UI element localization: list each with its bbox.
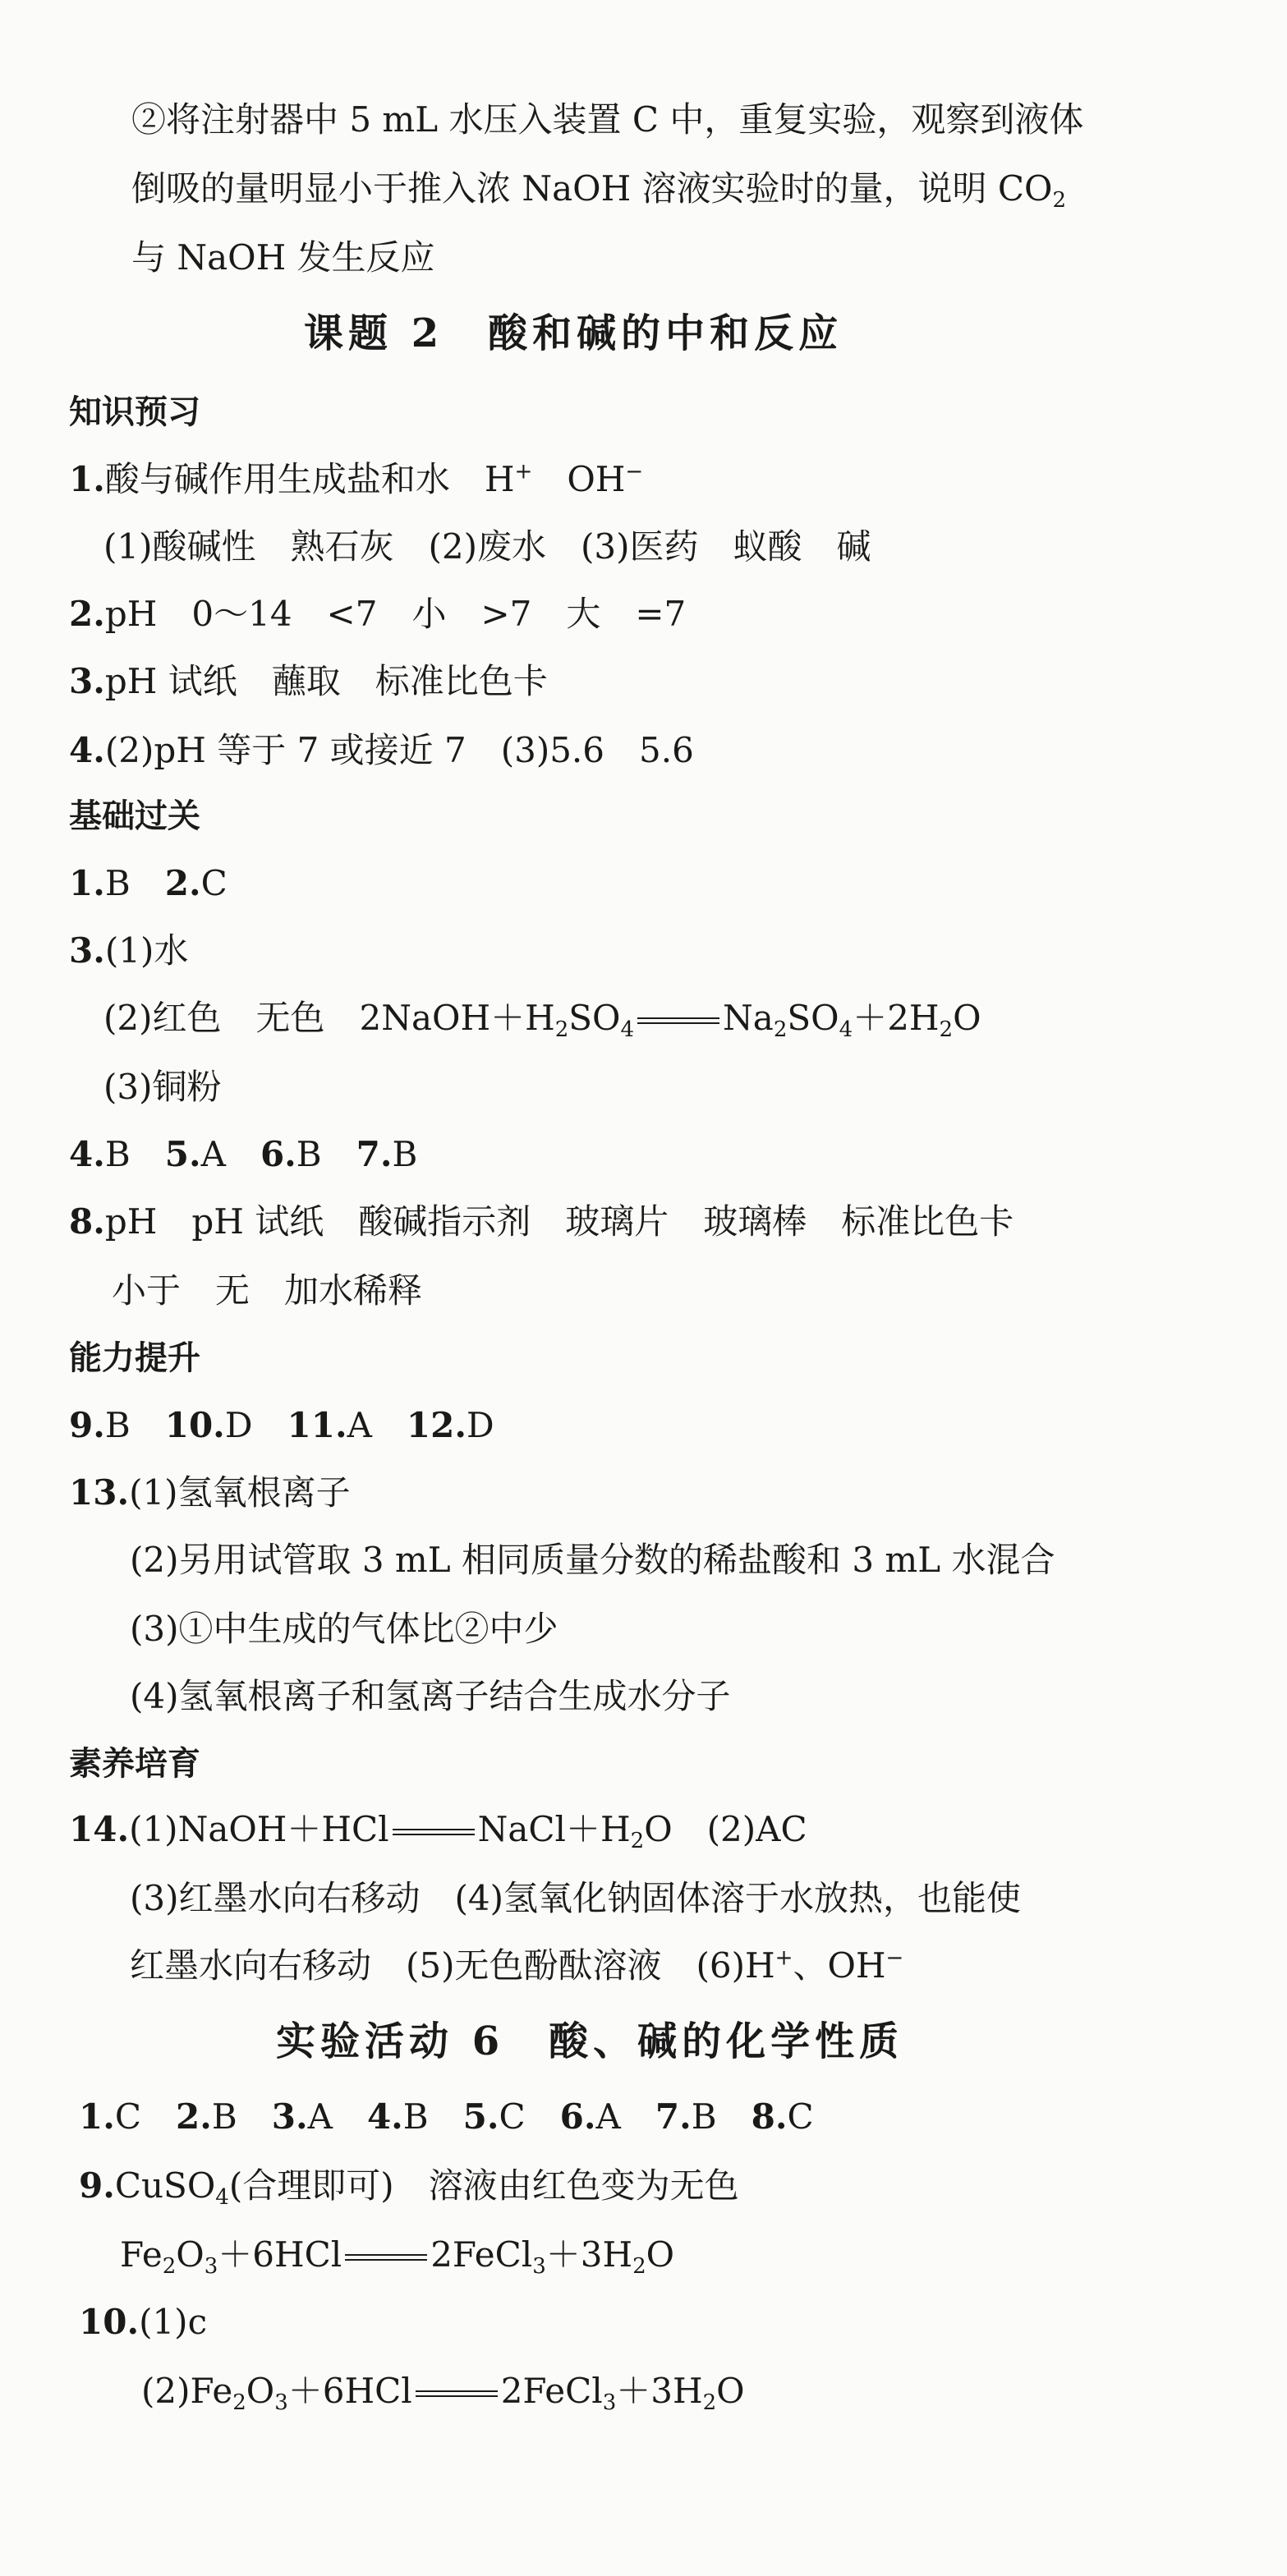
intro-line-2 <box>131 166 1066 212</box>
equation-text: (2)Fe <box>141 2371 233 2411</box>
answer: A <box>347 1405 372 1445</box>
answer: C <box>499 2096 526 2137</box>
superscript: − <box>885 1945 904 1971</box>
ability-item-13-part3: (3)①中生成的气体比②中少 <box>130 1609 558 1649</box>
equals-sign <box>637 1017 719 1025</box>
preview-item-1-detail: (1)酸碱性 熟石灰 (2)废水 (3)医药 蚁酸 碱 <box>103 526 871 567</box>
subscript: 4 <box>839 1017 853 1042</box>
item-number: 3. <box>69 930 105 971</box>
ability-item-13 <box>69 1470 351 1516</box>
answer: B <box>104 1134 131 1174</box>
equation-text: O (2)AC <box>644 1809 807 1849</box>
answer: B <box>104 863 131 903</box>
equals-sign <box>393 1828 475 1836</box>
answer: A <box>595 2096 621 2137</box>
item-number: 14. <box>69 1809 130 1849</box>
item-number: 4. <box>69 1134 105 1174</box>
ability-item-13-part4: (4)氢氧根离子和氢离子结合生成水分子 <box>130 1676 731 1716</box>
section-literacy-heading: 素养培育 <box>69 1745 200 1783</box>
answer: C <box>114 2096 141 2137</box>
item-number: 11. <box>287 1405 347 1445</box>
item-number: 13. <box>69 1472 130 1513</box>
item-number: 10. <box>79 2302 140 2342</box>
equation-text: Fe <box>120 2234 163 2275</box>
equation-text: O <box>646 2234 675 2275</box>
equation-text: 2FeCl <box>430 2234 533 2275</box>
subscript: 4 <box>620 1017 635 1042</box>
equation-text: ＋2H <box>853 998 940 1038</box>
activity-item-10 <box>79 2299 207 2345</box>
item-number: 2. <box>69 594 105 634</box>
superscript: + <box>514 459 533 484</box>
item-text: (2)pH 等于 7 或接近 7 (3)5.6 5.6 <box>104 730 694 770</box>
item-number: 4. <box>366 2096 403 2137</box>
intro-text-1: ②将注射器中 5 mL 水压入装置 C 中，重复实验，观察到液体 <box>131 99 1084 140</box>
superscript: + <box>774 1945 793 1971</box>
item-number: 10. <box>164 1405 225 1445</box>
literacy-item-14-part3 <box>130 1943 903 1989</box>
item-number: 2. <box>164 863 201 903</box>
item-number: 7. <box>655 2096 692 2137</box>
subscript: 2 <box>702 2390 717 2415</box>
item-text: pH 0～14 <7 小 >7 大 =7 <box>104 594 687 634</box>
answer: C <box>787 2096 814 2137</box>
item-text: (合理即可) 溶液由红色变为无色 <box>228 2165 739 2206</box>
answer: D <box>224 1405 253 1445</box>
basic-items-4-7 <box>69 1132 417 1178</box>
answer: B <box>691 2096 717 2137</box>
item-text: pH pH 试纸 酸碱指示剂 玻璃片 玻璃棒 标准比色卡 <box>104 1201 1014 1242</box>
activity-item-9 <box>79 2163 739 2209</box>
equals-sign <box>416 2390 498 2398</box>
item-number: 5. <box>462 2096 499 2137</box>
item-number: 12. <box>406 1405 467 1445</box>
item-text: (1)c <box>139 2302 208 2342</box>
preview-item-1 <box>69 457 643 503</box>
section-preview-heading: 知识预习 <box>69 393 200 431</box>
item-number: 2. <box>176 2096 212 2137</box>
answer: B <box>296 1134 322 1174</box>
superscript: − <box>625 459 644 484</box>
item-text: CuSO <box>114 2165 216 2206</box>
equation-text: Na <box>723 998 774 1038</box>
equation-text: SO <box>568 998 621 1038</box>
equation-text: O <box>176 2234 205 2275</box>
answer: A <box>200 1134 226 1174</box>
subscript: 2 <box>232 2390 246 2415</box>
preview-item-3 <box>69 659 548 705</box>
activity-6-title: 实验活动 6 酸、碱的化学性质 <box>276 2018 904 2064</box>
item-text: OH <box>532 459 626 499</box>
answer: D <box>467 1405 494 1445</box>
ability-items-9-12 <box>69 1403 494 1449</box>
item-text: 红墨水向右移动 (5)无色酚酞溶液 (6)H <box>130 1945 775 1986</box>
answer: B <box>392 1134 418 1174</box>
section-ability-heading: 能力提升 <box>69 1339 200 1377</box>
basic-items-1-2 <box>69 861 228 907</box>
item-text: 酸与碱作用生成盐和水 H <box>104 459 515 499</box>
subscript: 2 <box>773 1017 788 1042</box>
subscript: 2 <box>554 1017 569 1042</box>
equation-text: 2FeCl <box>500 2371 603 2411</box>
ability-item-13-part2: (2)另用试管取 3 mL 相同质量分数的稀盐酸和 3 mL 水混合 <box>130 1540 1055 1580</box>
answer: B <box>211 2096 237 2137</box>
activity-item-9-equation <box>120 2232 674 2278</box>
equation-text: SO <box>787 998 839 1038</box>
item-number: 7. <box>356 1134 393 1174</box>
answer: C <box>200 863 228 903</box>
item-number: 3. <box>69 661 105 701</box>
answer: B <box>104 1405 131 1445</box>
intro-line-3 <box>131 235 435 281</box>
item-number: 4. <box>69 730 105 770</box>
item-number: 1. <box>69 863 105 903</box>
basic-item-3-equation <box>103 995 981 1041</box>
subscript: 3 <box>532 2253 546 2279</box>
intro-subscript: 2 <box>1052 187 1067 213</box>
subscript: 3 <box>602 2390 617 2415</box>
subscript: 4 <box>215 2184 229 2210</box>
preview-item-4 <box>69 728 694 774</box>
equation-text: ＋3H <box>616 2371 703 2411</box>
answer: B <box>402 2096 429 2137</box>
preview-item-2 <box>69 591 686 637</box>
item-number: 9. <box>79 2165 115 2206</box>
intro-text-3: 与 NaOH 发生反应 <box>131 237 435 278</box>
literacy-item-14 <box>69 1807 807 1853</box>
basic-item-3-part3: (3)铜粉 <box>103 1067 222 1107</box>
item-number: 6. <box>260 1134 296 1174</box>
subscript: 2 <box>630 1828 645 1853</box>
topic-2-title: 课题 2 酸和碱的中和反应 <box>304 310 843 356</box>
item-number: 3. <box>271 2096 308 2137</box>
subscript: 2 <box>162 2253 177 2279</box>
item-text: pH 试纸 蘸取 标准比色卡 <box>104 661 548 701</box>
equation-text: ＋6HCl <box>218 2234 342 2275</box>
equation-text: O <box>246 2371 275 2411</box>
equation-text: O <box>953 998 981 1038</box>
answer: A <box>307 2096 333 2137</box>
subscript: 3 <box>274 2390 288 2415</box>
item-text: 、OH <box>793 1945 886 1986</box>
activity-item-10-equation <box>141 2368 745 2414</box>
subscript: 2 <box>632 2253 646 2279</box>
equals-sign <box>345 2253 427 2261</box>
activity-items-1-8 <box>79 2094 814 2140</box>
item-number: 9. <box>69 1405 105 1445</box>
item-number: 8. <box>751 2096 788 2137</box>
subscript: 2 <box>939 1017 954 1042</box>
item-number: 8. <box>69 1201 105 1242</box>
equation-text: ＋6HCl <box>287 2371 412 2411</box>
section-basic-heading: 基础过关 <box>69 797 200 835</box>
item-number: 1. <box>79 2096 115 2137</box>
equation-text: ＋3H <box>545 2234 633 2275</box>
equation-text: (2)红色 无色 2NaOH＋H <box>103 998 555 1038</box>
intro-line-1 <box>131 97 1083 143</box>
equation-text: NaCl＋H <box>477 1809 631 1849</box>
equation-text: (1)NaOH＋HCl <box>129 1809 389 1849</box>
item-number: 5. <box>164 1134 201 1174</box>
subscript: 3 <box>204 2253 218 2279</box>
equation-text: O <box>716 2371 745 2411</box>
item-text: (1)水 <box>104 930 189 971</box>
basic-item-3 <box>69 928 188 974</box>
item-number: 6. <box>559 2096 596 2137</box>
literacy-item-14-part2: (3)红墨水向右移动 (4)氢氧化钠固体溶于水放热，也能使 <box>130 1878 1021 1918</box>
basic-item-8-continued: 小于 无 加水稀释 <box>112 1270 423 1311</box>
item-text: (1)氢氧根离子 <box>129 1472 351 1513</box>
basic-item-8 <box>69 1199 1014 1245</box>
item-number: 1. <box>69 459 105 499</box>
intro-text-2: 倒吸的量明显小于推入浓 NaOH 溶液实验时的量，说明 CO <box>131 168 1053 209</box>
